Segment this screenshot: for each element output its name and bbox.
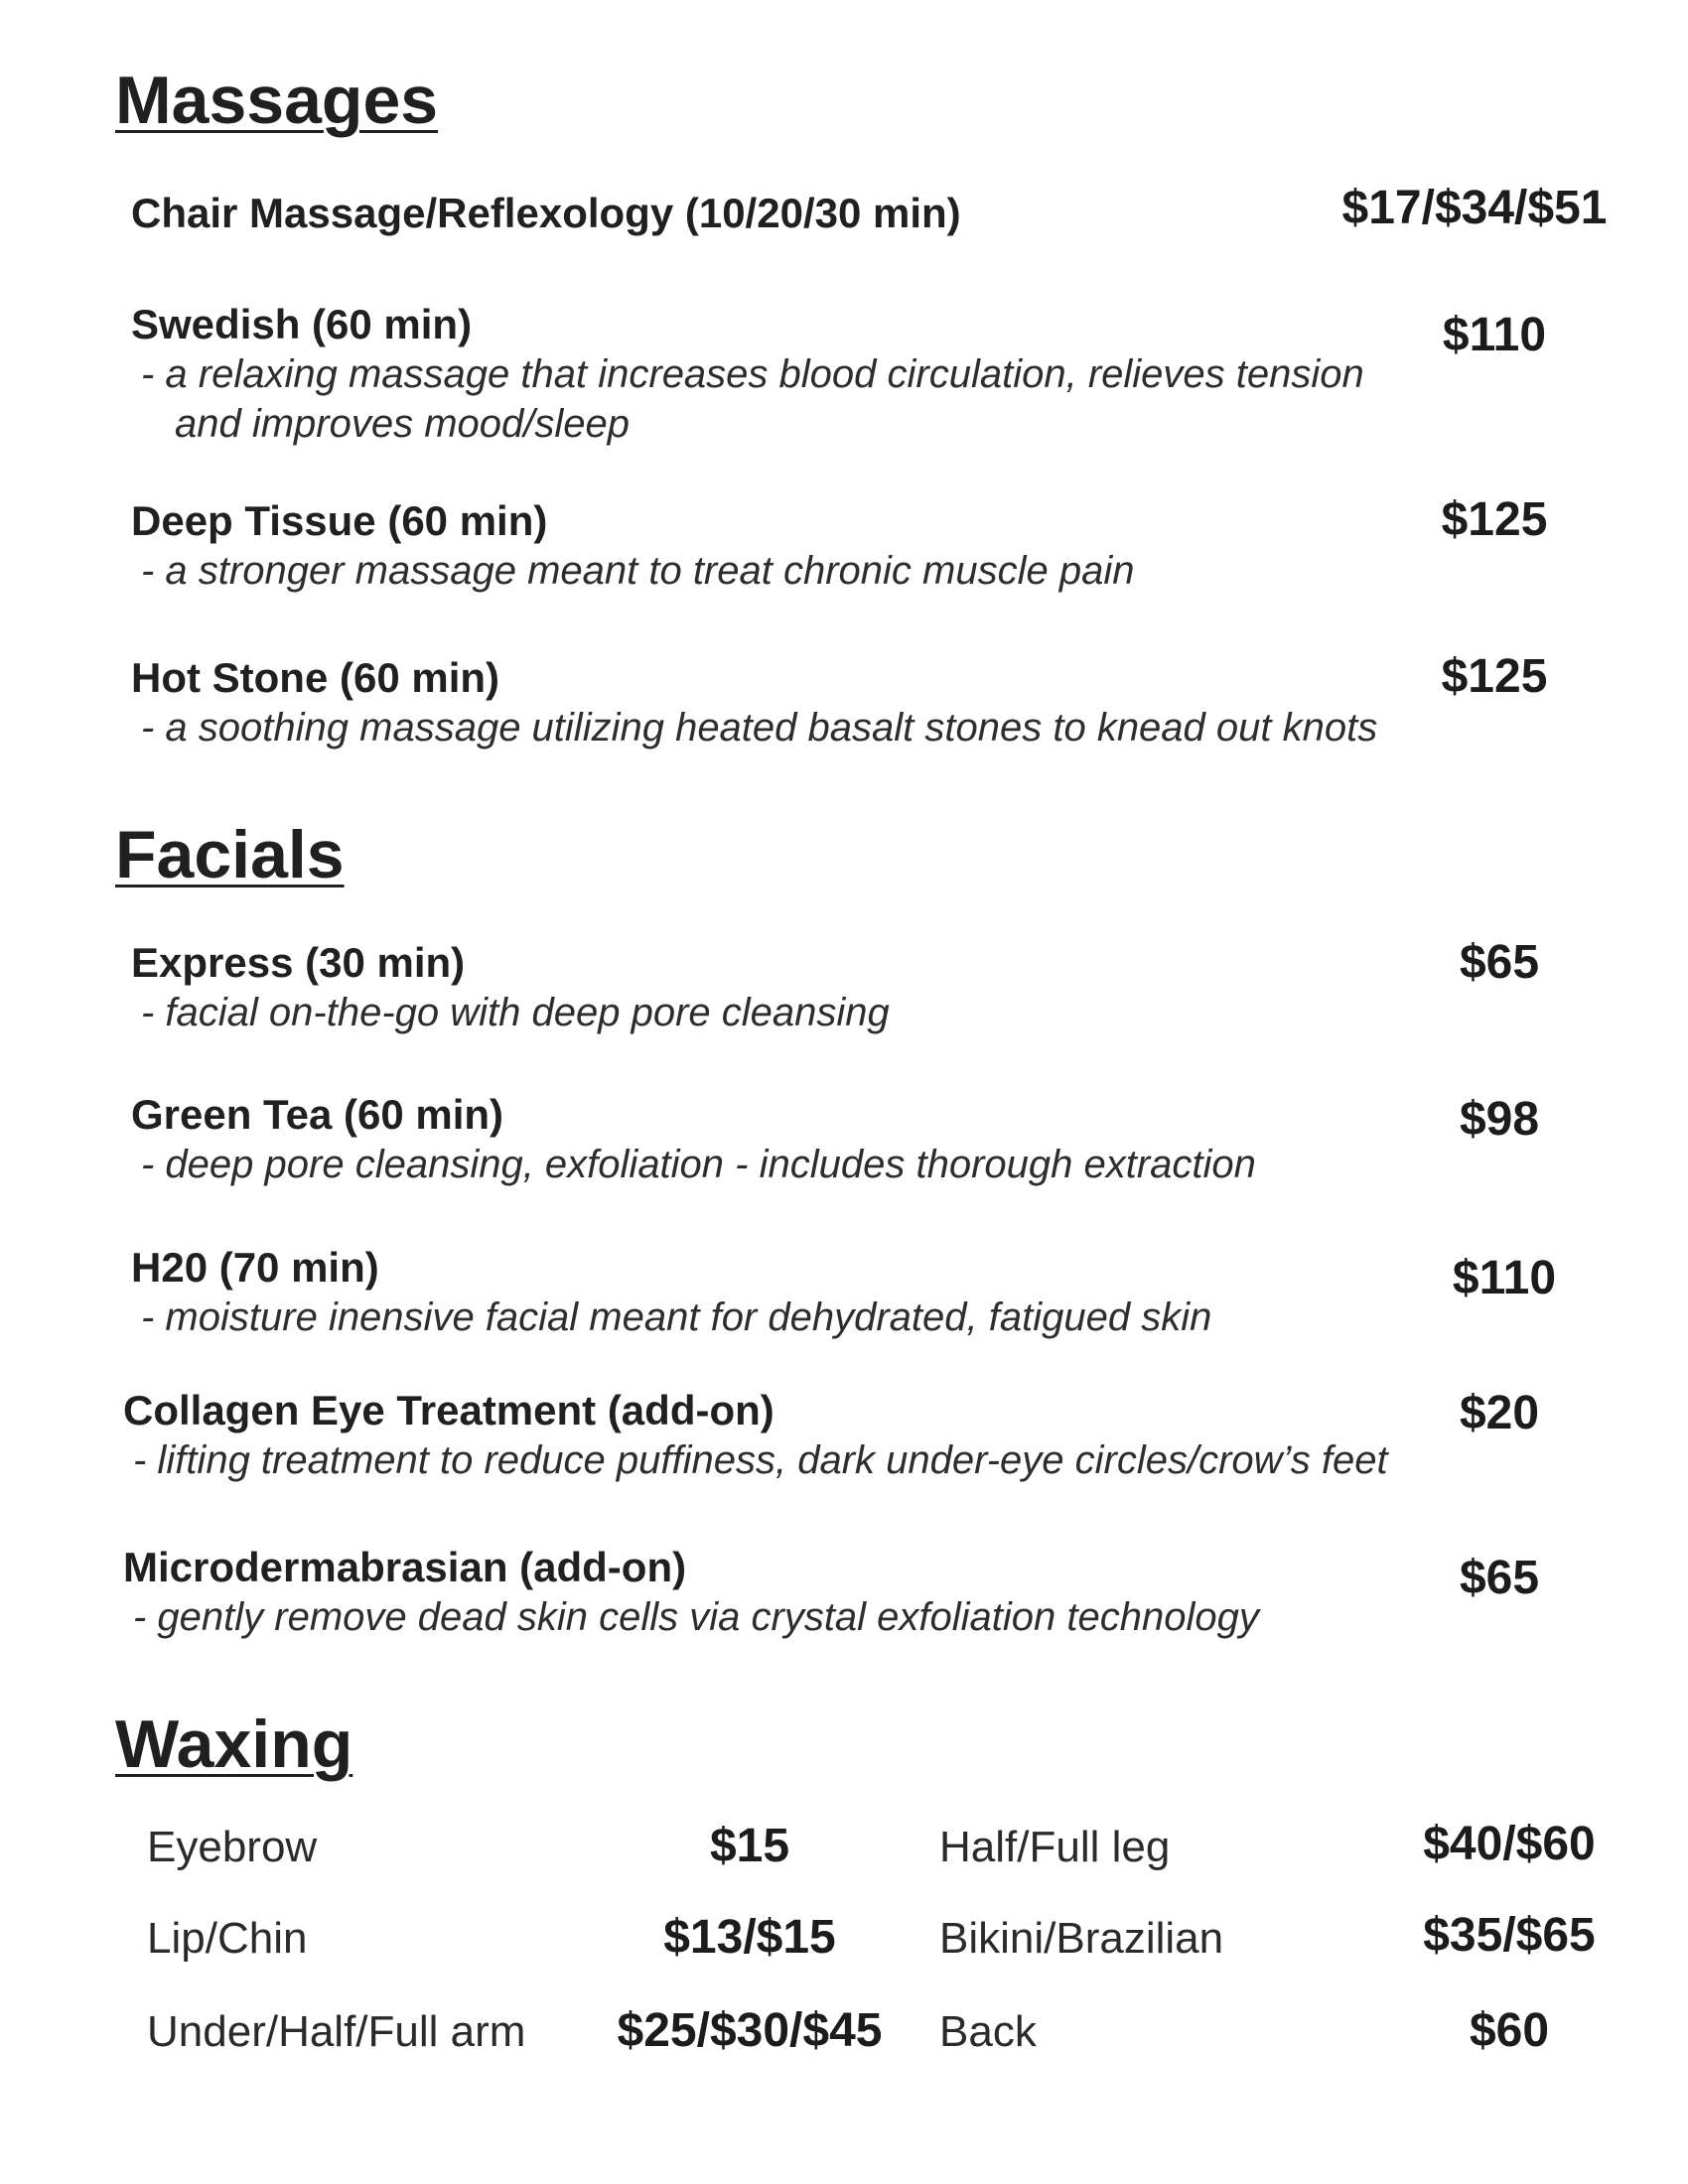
menu-item-collagen-eye xyxy=(123,1386,1414,1485)
facials-heading: Facials xyxy=(115,817,345,892)
item-name: Hot Stone (60 min) xyxy=(131,654,500,701)
waxing-service-eyebrow: Eyebrow xyxy=(147,1823,318,1871)
description-line: and improves mood/sleep xyxy=(175,402,631,446)
item-description: - deep pore cleansing, exfoliation - includes thorough extraction xyxy=(141,1143,1256,1186)
item-name: Chair Massage/Reflexology (10/20/30 min) xyxy=(131,190,961,236)
massages-heading: Massages xyxy=(115,63,439,138)
menu-item-hot-stone xyxy=(131,653,1422,752)
item-name: H20 (70 min) xyxy=(131,1244,379,1291)
item-name: Swedish (60 min) xyxy=(131,301,473,347)
item-description xyxy=(131,349,1422,449)
waxing-heading: Waxing xyxy=(115,1706,353,1782)
item-description: - gently remove dead skin cells via crystal exfoliation technology xyxy=(133,1595,1259,1639)
menu-item-h20 xyxy=(131,1243,1422,1342)
waxing-price-leg: $40/$60 xyxy=(1423,1818,1596,1870)
menu-item-chair-massage xyxy=(131,189,1422,238)
waxing-service-bikini-brazilian: Bikini/Brazilian xyxy=(939,1914,1224,1963)
item-description: - moisture inensive facial meant for dehydrated, fatigued skin xyxy=(141,1296,1212,1339)
waxing-service-lip-chin: Lip/Chin xyxy=(147,1914,308,1963)
price-microdermabrasian: $65 xyxy=(1459,1552,1540,1604)
waxing-price-eyebrow: $15 xyxy=(709,1820,790,1872)
menu-item-deep-tissue xyxy=(131,496,1422,596)
price-hot-stone: $125 xyxy=(1441,650,1548,703)
item-description: - a soothing massage utilizing heated basalt stones to knead out knots xyxy=(141,706,1378,750)
price-green-tea: $98 xyxy=(1459,1093,1540,1146)
price-h20: $110 xyxy=(1452,1252,1557,1304)
item-description: - lifting treatment to reduce puffiness, dark under-eye circles/crow’s feet xyxy=(133,1438,1388,1482)
waxing-price-arm: $25/$30/$45 xyxy=(617,2004,883,2057)
waxing-price-lip-chin: $13/$15 xyxy=(663,1911,836,1964)
item-description: - a stronger massage meant to treat chronic muscle pain xyxy=(141,549,1135,593)
item-name: Green Tea (60 min) xyxy=(131,1091,504,1138)
waxing-service-arm: Under/Half/Full arm xyxy=(147,2007,526,2056)
item-name: Collagen Eye Treatment (add-on) xyxy=(123,1387,774,1433)
menu-item-microdermabrasian xyxy=(123,1543,1414,1642)
item-description: - facial on-the-go with deep pore cleansing xyxy=(141,991,890,1034)
price-deep-tissue: $125 xyxy=(1441,493,1548,546)
price-collagen-eye: $20 xyxy=(1459,1387,1540,1439)
item-name: Deep Tissue (60 min) xyxy=(131,497,548,544)
waxing-price-bikini-brazilian: $35/$65 xyxy=(1423,1909,1596,1962)
menu-item-swedish xyxy=(131,300,1422,449)
item-name: Express (30 min) xyxy=(131,939,466,986)
menu-item-express xyxy=(131,938,1422,1037)
waxing-service-leg: Half/Full leg xyxy=(939,1823,1171,1871)
description-line: - a relaxing massage that increases blood circulation, relieves tension xyxy=(141,352,1364,396)
price-chair-massage: $17/$34/$51 xyxy=(1341,182,1608,234)
menu-item-green-tea xyxy=(131,1090,1422,1189)
item-name: Microdermabrasian (add-on) xyxy=(123,1544,687,1590)
waxing-service-back: Back xyxy=(939,2007,1037,2056)
price-swedish: $110 xyxy=(1442,309,1547,361)
price-express: $65 xyxy=(1459,936,1540,989)
waxing-price-back: $60 xyxy=(1469,2004,1550,2057)
